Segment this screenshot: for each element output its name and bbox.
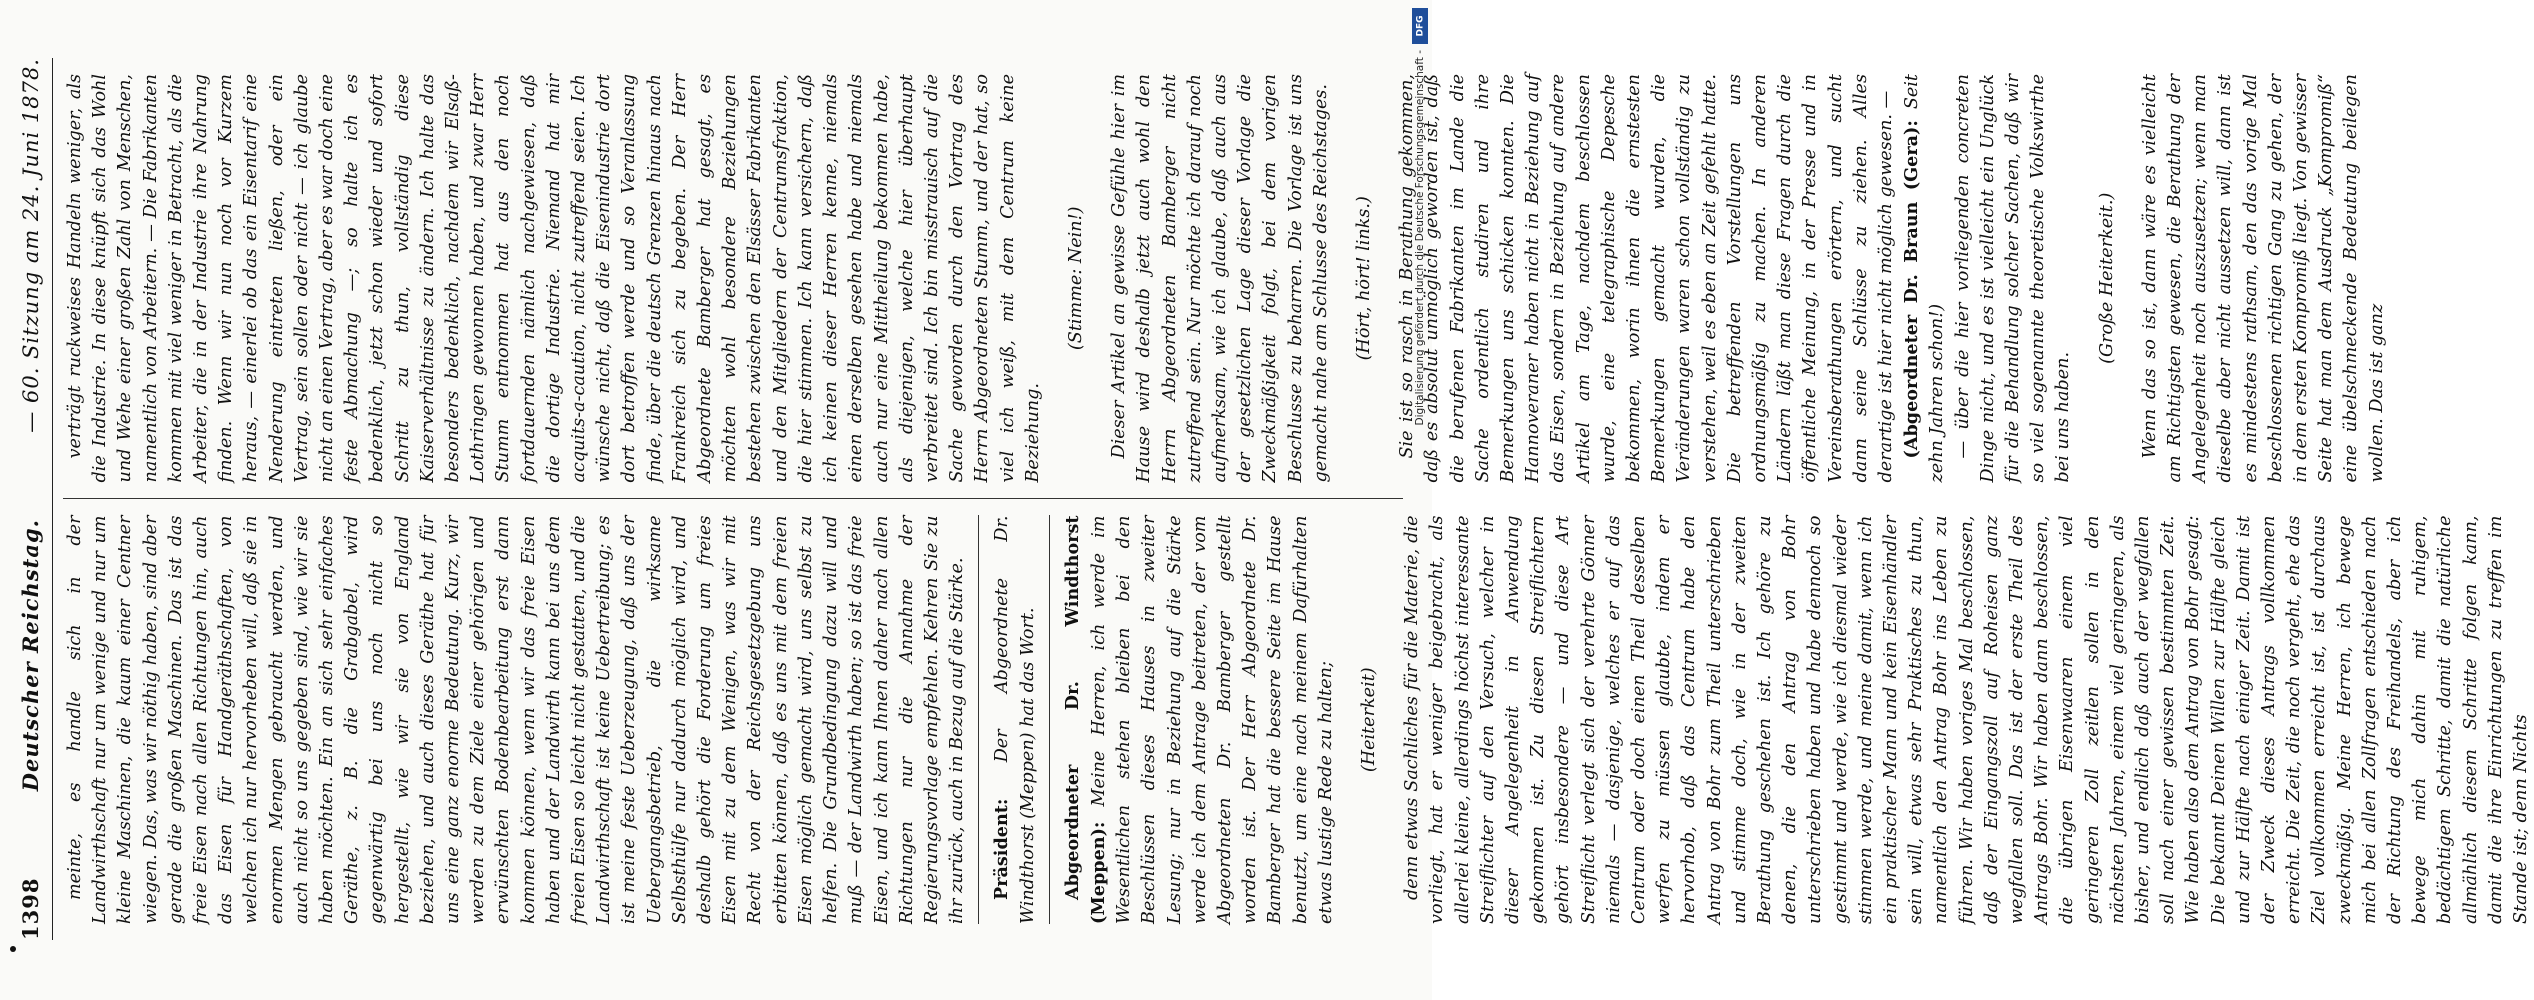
body-paragraph: Wenn das so ist, dann wäre es vielleicht am Richtigsten gewesen, die Berathung der Angelegenheit noch auszusetzen; wenn man dieselbe aber nicht aussetzen will, dann ist es mindestens rathsam, den das vorige Mal beschlossenen richtigen Gang zu gehen, der in dem ersten Kompromiß liegt. Von gewisser Seite hat man dem Ausdruck „Kompromiß“ eine übelschmeckende Bedeutung beilegen wollen. Das ist ganz [2139,74,2387,483]
stage-direction: (Hört, hört! links.) [1353,196,1374,361]
dfg-stamp [1412,8,1428,992]
speech-paragraph [1060,516,1339,925]
body-paragraph: denn etwas Sachliches für die Materie, die vorliegt, hat er weniger beigebracht, als allerlei kleine, allerdings höchst interessante Streiflichter auf den Versuch, welcher in dieser Angelegenheit in Anwendung gekommen ist. Zu diesen Streiflichtern gehört insbesondere — und diese Art Streiflicht verlegt sich der verehrte Gönner niemals — dasjenige, welches er auf das Centrum oder doch einen Theil desselben werfen zu müssen glaubte, indem er hervorhob, daß das Centrum habe den Antrag von Bohr zum Theil unterschrieben und stimme doch, wie in der zweiten Berathung geschehen ist. Ich gehöre zu denen, die den Antrag von Bohr unterschrieben haben und habe dennoch so gestimmt und werde, wie ich diesmal wieder stimmen werde, und meine damit, wenn ich ein praktischer Mann und kein Eisenhändler sein will, etwas sehr Praktisches zu thun, namentlich den Antrag Bohr ins Leben zu führen. Wir haben voriges Mal beschlossen, daß der Eingangszoll auf Roheisen ganz wegfallen soll. Das ist der erste Theil des Antrags Bohr. Wir haben dann beschlossen, die übrigen Eisenwaaren einem viel geringeren Zoll zeitlen sollen in den nächsten Jahren, einem viel geringeren, als bisher, und endlich daß auch der wegfallen soll nach einer gewissen bestimmten Zeit. Wie haben also dem Antrag von Bohr gesagt: Die bekannt Deinen Willen zur Hälfte gleich und zur Hälfte nach einiger Zeit. Damit ist der Zweck dieses Antrags vollkommen erreicht. Die Zeit, die noch vergeht, ehe das Ziel vollkommen erreicht ist, ist durchaus zweckmäßig. Meine Herren, ich bewege mich bei allen Zollfragen entschieden nach der Richtung des Freihandels, aber ich bewege mich dahin mit ruhigem, bedächtigem Schritte, damit die natürliche allmählich diesem Schritte folgen kann, damit die ihre Einrichtungen zu treffen im Stande ist; denn Nichts [1402,515,2532,924]
dfg-logo: DFG [1412,8,1428,44]
dfg-notice: Digitalisierung gefördert durch die Deutsche Forschungsgemeinschaft - [1414,50,1426,426]
page-number: 1398 [18,877,43,940]
page-header [18,58,53,940]
stage-direction: (Stimme: Nein!) [1065,206,1086,351]
left-column [63,500,2532,941]
speaker-divider [978,516,979,925]
speaker-divider [1049,516,1050,925]
body-paragraph: verträgt ruckweises Handeln weniger, als die Industrie. In diese knüpft sich das Wohl und Wehe einer großen Zahl von Menschen, namentlich von Arbeitern. — Die Fabrikanten kommen mit viel weniger in Betracht, als die Arbeiter, die in der Industrie ihre Nahrung finden. Wenn wir nun noch vor Kurzem heraus, — einerlei ob das ein Eisentarif eine Nenderung eintreten ließen, oder ein Vertrag, sein sollen oder nicht — ich glaube nicht an einen Vertrag, aber es war doch eine feste Abmachung —; so halte ich es bedenklich, jetzt schon wieder und sofort Schritt zu thun, vollständig diese Kaiserverhältnisse zu ändern. Ich halte das besonders bedenklich, nachdem wir Elsaß-Lothringen gewonnen haben, und zwar Herr Stumm entnommen hat aus den noch fortdauernden nämlich nachgewiesen, daß die dortige Industrie. Niemand hat mir acquits-a-caution, nicht zutreffend seien. Ich wünsche nicht, daß die Eisenindustrie dort dort betroffen werde und so Veranlassung finde, über die deutsch Grenzen hinaus nach Frankreich sich zu begeben. Der Herr Abgeordnete Bamberger hat gesagt, es möchten wohl besondere Beziehungen bestehen zwischen den Elsässer Fabrikanten und den Mitgliedern der Centrumsfraktion, die hier stimmen. Ich kann versichern, daß ich keinen dieser Herren kenne, niemals einen derselben gesehen habe und niemals auch nur eine Mittheilung bekommen habe, als diejenigen, welche hier überhaupt verbreitet sind. Ich bin misstrauisch auf die Sache geworden durch den Vortrag des Herrn Abgeordneten Stumm, und der hat, so viel ich weiß, mit dem Centrum keine Beziehung. [65,74,1043,483]
speaker-name: (Abgeordneter Dr. Braun (Gera): [1901,120,1923,459]
margin-mark [10,946,16,952]
stage-direction: (Heiterkeit) [1358,667,1379,773]
speech-text: Der Abgeordnete Dr. Windthorst (Meppen) hat das Wort. [992,515,1038,924]
speech-paragraph [1899,74,1950,483]
body-paragraph: meinte, es handle sich in der Landwirthschaft nur um wenige und nur um kleine Maschinen, die kaum einer Centner wiegen. Das, was wir nöthig haben, sind aber gerade die großen Maschinen. Das ist das freie Eisen nach allen Richtungen hin, auch das Eisen für Handgeräthschaften, von welchen ich nur hervorheben will, daß sie in enormen Mengen gebraucht werden, und auch nicht so uns gegeben sind, wie wir sie haben möchten. Ein an sich sehr einfaches Geräthe, z. B. die Grabgabel, wird gegenwärtig bei uns noch nicht so hergestellt, wie wir sie von England beziehen, und auch dieses Geräthe hat für uns eine ganz enorme Bedeutung. Kurz, wir werden zu dem Ziele einer gehörigen und erwünschten Bodenbearbeitung erst dann kommen können, wenn wir das freie Eisen haben und der Landwirth kann bei uns dem freien Eisen so leicht nicht gestatten, und die Landwirthschaft ist keine Uebertreibung; es ist meine feste Ueberzeugung, daß uns der Uebergangsbetrieb, die wirksame Selbsthülfe nur dadurch möglich wird, und deshalb gehört die Forderung um freies Eisen mit zu dem Wenigen, was wir mit Recht von der Reichsgesetzgebung uns erbitten können, daß es uns mit dem freien Eisen möglich gemacht wird, uns selbst zu helfen. Die Grundbedingung dazu will und muß — der Landwirth haben; so ist das freie Eisen, und ich kann Ihnen daher nach allen Richtungen nur die Annahme der Regierungsvorlage empfehlen. Kehren Sie zu ihr zurück, auch in Bezug auf die Stärke. [65,515,968,924]
stage-direction: (Große Heiterkeit.) [2096,192,2117,364]
body-paragraph: Dieser Artikel an gewisse Gefühle hier im Hause wird deshalb jetzt auch wohl den Herrn Abgeordneten Bamberger nicht zutreffend sein. Nur möchte ich darauf noch aufmerksam, wie ich glaube, daß auch aus der gesetzlichen Lage dieser Vorlage die Zweckmäßigkeit folgt, bei dem vorigen Beschlusse zu beharren. Die Vorlage ist uns gemacht nahe am Schlusse des Reichstages. [1109,74,1331,483]
speaker-name: Präsident: [991,798,1013,900]
body-paragraph: — über die hier vorliegenden concreten Dinge nicht, und es ist vielleicht ein Unglück für die Behandlung solcher Sachen, daß wir so viel sogenannte theoretische Volkswirthe bei uns haben. [1952,74,2074,483]
body-paragraph: Sie ist so rasch in Berathung gekommen, daß es absolut unmöglich geworden ist, daß die berufenen Fabrikanten im Lande die Sache ordentlich studiren und ihre Bemerkungen uns schicken konnten. Die Hannoveraner haben nicht in Beziehung auf das Eisen, sondern in Beziehung auf andere Artikel am Tage, nachdem beschlossen wurde, eine telegraphische Depesche bekommen, worin ihnen die ernstesten Bemerkungen gemacht wurden, die Veränderungen waren schon vollständig zu verstehen, weil es eben an Zeit gefehlt hatte. Die betreffenden Vorstellungen uns ordnungsmäßig zu machen. In anderen Ländern läßt man diese Fragen durch die öffentliche Meinung, in der Presse und in Vereinsberathungen erörtern, und sucht dann seine Schlüsse zu ziehen. Alles derartige ist hier nicht möglich gewesen. — [1397,74,1897,483]
speaker-name: Abgeordneter Dr. Windthorst (Meppen): [1061,515,1109,924]
publication-title: Deutscher Reichstag. [18,519,43,792]
speech-text: Seit zehn Jahren schon!) [1902,74,1948,483]
session-date: — 60. Sitzung am 24. Juni 1878. [19,58,43,433]
speech-text: Meine Herren, ich werde im Wesentlichen stehen bleiben bei den Beschlüssen dieses Hauses in zweiter Lesung; nur in Beziehung auf die Stärke werde ich dem Antrage beitreten, der vom Abgeordneten Dr. Bamberger gestellt worden ist. Der Herr Abgeordnete Dr. Bamberger hat die bessere Seite im Hause benutzt, um eine nach meinem Dafürhalten etwas lustige Rede zu halten; [1088,515,1336,924]
speech-paragraph [989,516,1040,925]
